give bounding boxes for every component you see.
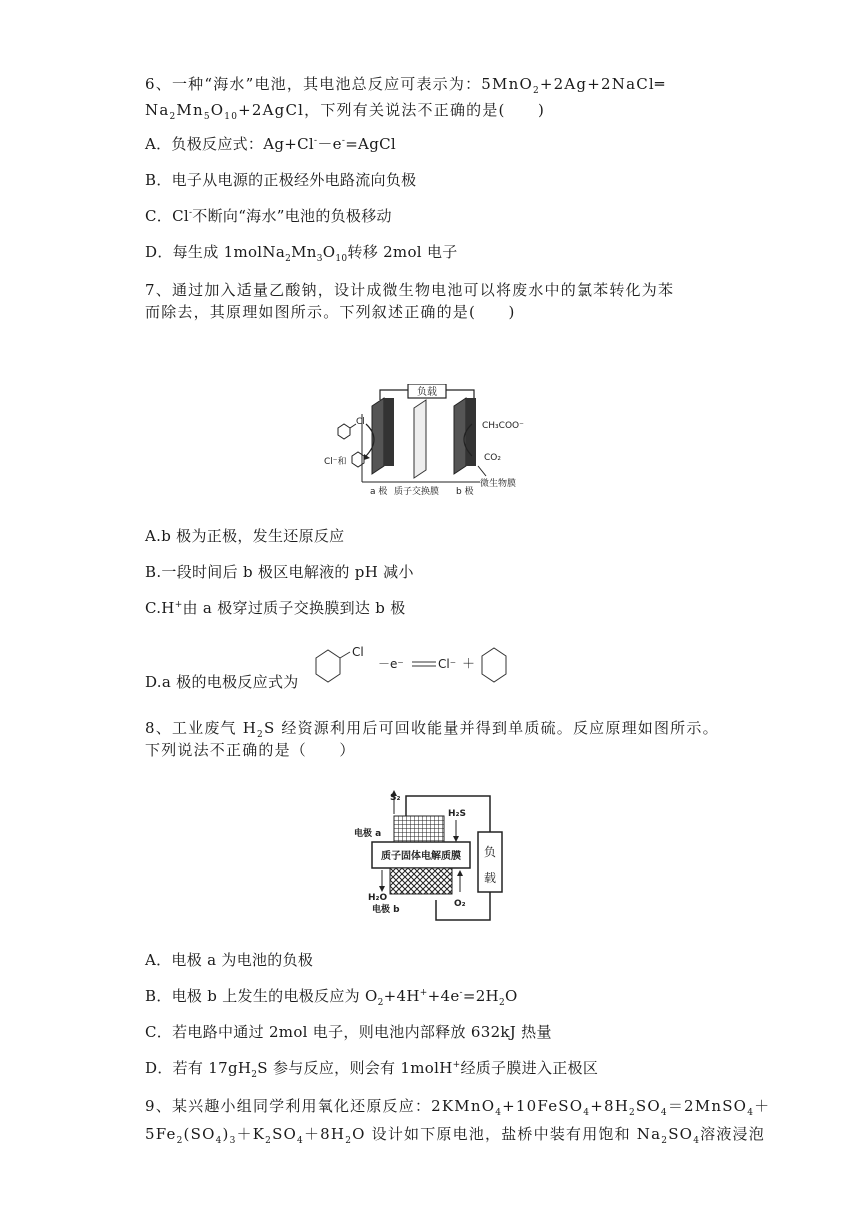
q6-stem-line2: $Na_2Mn_5O_{10}+2AgCl$，下列有关说法不正确的是( ) — [145, 101, 546, 122]
q7-option-a: A.b 极为正极，发生还原反应 — [145, 527, 345, 545]
q7-cl-and-label: Cl⁻和 — [324, 457, 347, 467]
q8-h2s-fuel-cell-diagram — [354, 784, 506, 934]
q7-co2-label: CO₂ — [484, 453, 501, 463]
q7-cl-label: Cl — [356, 417, 365, 427]
q7-load-label: 负载 — [417, 387, 437, 398]
q6-option-d: D．每生成 $1molNa_2Mn_3O_{10}$转移 2mol 电子 — [145, 243, 458, 264]
q8-electrode-b — [390, 868, 452, 894]
q7-stem-line2: 而除去，其原理如图所示。下列叙述正确的是( ) — [145, 303, 516, 321]
q8-option-d: D．若有 $17gH_2S$ 参与反应，则会有 1molH+经质子膜进入正极区 — [145, 1059, 599, 1080]
q8-electrolyte-label: 质子固体电解质膜 — [381, 851, 461, 862]
q7-a-pole-label: a 极 — [370, 487, 388, 497]
q9-stem-line1: 9、某兴趣小组同学利用氧化还原反应：$2KMnO_4+10FeSO_4+8H_2SO_4=2MnSO_4+$ — [145, 1097, 771, 1118]
q8-s2-label: S₂ — [390, 793, 401, 803]
q8-h2s-label: H₂S — [448, 809, 466, 819]
q8-option-c: C．若电路中通过 2mol 电子，则电池内部释放 632kJ 热量 — [145, 1023, 552, 1041]
q6-option-b: B．电子从电源的正极经外电路流向负极 — [145, 171, 417, 189]
q7-eq-plus: ＋ — [462, 657, 476, 672]
q7-eq-cl-ion: Cl⁻ — [438, 657, 457, 671]
q8-h2o-label: H₂O — [368, 893, 388, 903]
q7-option-d: D.a 极的电极反应式为 — [145, 673, 299, 691]
q7-biofilm-label: 微生物膜 — [480, 479, 517, 489]
q7-option-c: C.H+由 a 极穿过质子交换膜到达 b 极 — [145, 599, 406, 617]
q6-option-c: C．Cl-不断向“海水”电池的负极移动 — [145, 207, 392, 225]
q7-membrane-label: 质子交换膜 — [394, 487, 440, 497]
q8-stem-line2: 下列说法不正确的是（ ） — [145, 741, 356, 759]
q8-option-b: B．电极 b 上发生的电极反应为 $O_2+4H^++4e^-=2H_2O$ — [145, 987, 518, 1008]
q7-eq-cl: Cl — [352, 645, 364, 659]
q6-option-a: A．负极反应式：Ag+Cl-－e-=AgCl — [145, 135, 396, 153]
q7-option-d-equation — [312, 640, 522, 692]
q8-load-label-1: 负 — [483, 845, 497, 859]
q8-electrode-b-label: 电极 b — [372, 905, 400, 915]
q9-stem-line2: $5Fe_2(SO_4)_3+K_2SO_4+8H_2O$ 设计如下原电池，盐桥中装有用饱和 $Na_2SO_4$溶液浸泡 — [145, 1125, 765, 1146]
q7-b-pole-label: b 极 — [456, 487, 474, 497]
q8-electrode-a-label: 电极 a — [354, 829, 382, 839]
q7-acetate-label: CH₃COO⁻ — [482, 421, 524, 431]
q8-option-a: A．电极 a 为电池的负极 — [145, 951, 314, 969]
q8-load-label-2: 载 — [483, 871, 497, 885]
q7-stem-line1: 7、通过加入适量乙酸钠，设计成微生物电池可以将废水中的氯苯转化为苯 — [145, 281, 675, 299]
q8-stem-line1: 8、工业废气 $H_2S$ 经资源利用后可回收能量并得到单质硫。反应原理如图所示。 — [145, 719, 719, 740]
q7-microbial-cell-diagram — [322, 384, 542, 499]
q8-electrode-a — [394, 816, 444, 842]
q8-o2-label: O₂ — [454, 899, 466, 909]
q6-stem-line1: 6、一种“海水”电池，其电池总反应可表示为：5MnO$_2$+2Ag+2NaCl═ — [145, 75, 666, 96]
q7-eq-minus-e: －e⁻ — [378, 657, 404, 671]
q7-option-b: B.一段时间后 b 极区电解液的 pH 减小 — [145, 563, 414, 581]
